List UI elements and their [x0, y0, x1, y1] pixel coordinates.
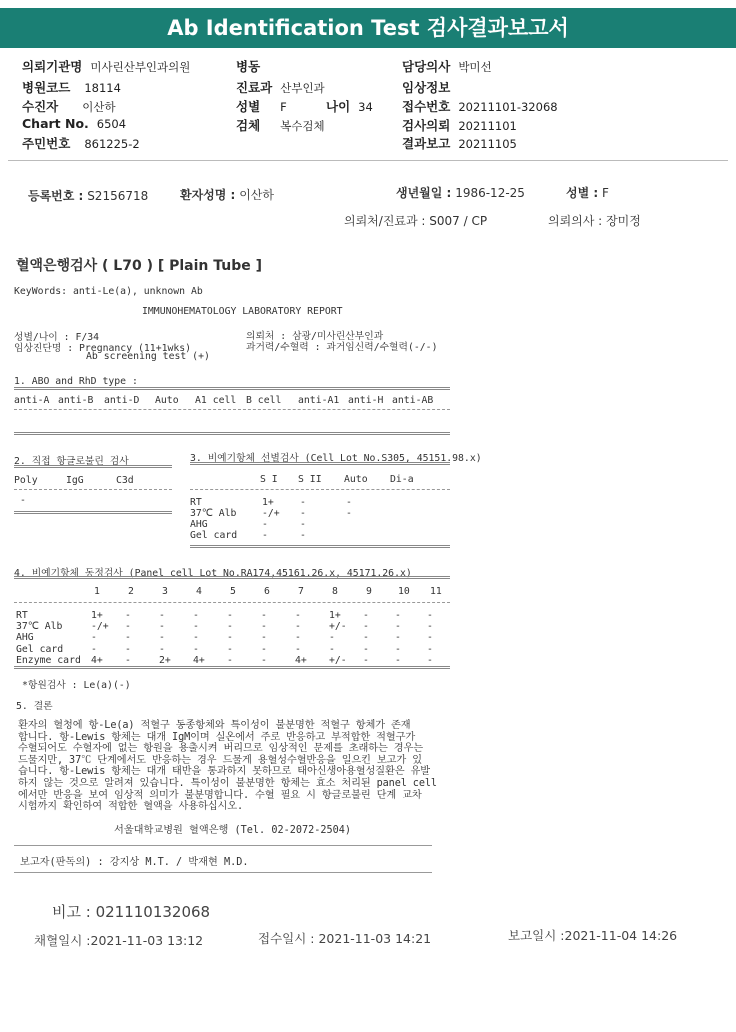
s3-column-header: Auto — [344, 474, 368, 485]
s1-column-header: B cell — [246, 395, 282, 406]
s4-cell: - — [427, 632, 433, 643]
s4-column-header: 7 — [298, 586, 304, 597]
s3-row-label: 37℃ Alb — [190, 508, 237, 519]
s4-cell: - — [159, 632, 165, 643]
s4-cell: - — [363, 655, 369, 666]
s2-value: - — [20, 495, 26, 506]
s1-column-header: anti-D — [104, 395, 140, 406]
header-field: 병동 — [236, 59, 261, 74]
s4-cell: - — [159, 621, 165, 632]
collect-time: 채혈일시 :2021-11-03 13:12 — [34, 933, 204, 948]
s4-column-header: 2 — [128, 586, 134, 597]
conclusion-line: 드물지만, 37℃ 단계에서도 반응하는 경우 드물게 용혈성수혈반응을 일으킨 보고가 있 — [18, 754, 422, 766]
header-field: 결과보고 20211105 — [402, 136, 517, 151]
s3-cell: 1+ — [262, 497, 274, 508]
s4-cell: - — [395, 644, 401, 655]
s1-column-header: anti-AB — [392, 395, 434, 406]
s4-row-label: 37℃ Alb — [16, 621, 63, 632]
patient-sex: 성별 : F — [566, 186, 609, 200]
s4-column-header: 4 — [196, 586, 202, 597]
s4-cell: - — [395, 610, 401, 621]
s1-column-header: anti-A1 — [298, 395, 340, 406]
conclusion-line: 환자의 혈청에 항-Le(a) 적혈구 동종항체와 특이성이 불분명한 적혈구 항체가 존재 — [18, 720, 411, 731]
header-field: 성별 F — [236, 99, 287, 114]
dash-line — [14, 489, 172, 490]
s4-column-header: 6 — [264, 586, 270, 597]
blood-bank: 서울대학교병원 혈액은행 (Tel. 02-2072-2504) — [114, 825, 352, 836]
s4-cell: - — [261, 621, 267, 632]
s1-title: 1. ABO and RhD type : — [14, 376, 138, 387]
s3-cell: - — [262, 519, 268, 530]
lab-title: IMMUNOHEMATOLOGY LABORATORY REPORT — [142, 306, 343, 317]
s1-column-header: anti-H — [348, 395, 384, 406]
line — [14, 845, 432, 846]
request-doctor: 의뢰의사 : 장미정 — [548, 214, 641, 228]
s3-cell: - — [346, 508, 352, 519]
report-title: Ab Identification Test 검사결과보고서 — [0, 8, 736, 48]
sex-age: 성별/나이 : F/34 — [14, 332, 100, 343]
double-line — [14, 465, 172, 468]
s4-cell: - — [363, 610, 369, 621]
s4-cell: - — [261, 644, 267, 655]
s3-cell: - — [300, 497, 306, 508]
s4-cell: - — [227, 655, 233, 666]
s4-column-header: 8 — [332, 586, 338, 597]
double-line — [190, 545, 450, 548]
patient-name: 환자성명 : 이산하 — [180, 188, 274, 202]
s4-cell: - — [329, 644, 335, 655]
dash-line — [14, 409, 450, 410]
s4-cell: 4+ — [295, 655, 307, 666]
s3-cell: - — [262, 530, 268, 541]
s4-column-header: 10 — [398, 586, 410, 597]
birth-date: 생년월일 : 1986-12-25 — [396, 186, 525, 200]
receive-time: 접수일시 : 2021-11-03 14:21 — [258, 931, 432, 946]
s4-cell: 2+ — [159, 655, 171, 666]
s4-cell: 1+ — [329, 610, 341, 621]
s4-cell: - — [395, 655, 401, 666]
double-line — [14, 511, 172, 514]
s4-cell: - — [295, 632, 301, 643]
s4-cell: - — [363, 621, 369, 632]
s4-cell: - — [295, 621, 301, 632]
header-field: 병원코드 18114 — [22, 80, 121, 95]
s1-column-header: Auto — [155, 395, 179, 406]
s4-cell: - — [395, 621, 401, 632]
s3-cell: -/+ — [262, 508, 280, 519]
section-title: 혈액은행검사 ( L70 ) [ Plain Tube ] — [16, 258, 263, 274]
s3-title: 3. 비예기항체 선별검사 (Cell Lot No.S305, 45151.98.x) — [190, 453, 482, 464]
s4-cell: +/- — [329, 655, 347, 666]
s4-cell: - — [227, 644, 233, 655]
s4-cell: - — [395, 632, 401, 643]
s4-column-header: 5 — [230, 586, 236, 597]
header-field: Chart No. 6504 — [22, 116, 127, 131]
diagnosis-1: 임상진단명 : Pregnancy (11+1wks) — [14, 343, 192, 354]
s4-title: 4. 비예기항체 동정검사 (Panel cell Lot No.RA174,45161.26.x, 45171.26.x) — [14, 568, 412, 579]
s3-row-label: RT — [190, 497, 202, 508]
double-line — [14, 576, 450, 579]
s4-column-header: 1 — [94, 586, 100, 597]
conclusion-line: 시험까지 확인하여 적합한 혈액을 사용하십시오. — [18, 801, 243, 813]
s4-cell: - — [427, 610, 433, 621]
s4-cell: - — [295, 644, 301, 655]
s4-cell: 1+ — [91, 610, 103, 621]
s4-cell: - — [193, 632, 199, 643]
s3-cell: - — [346, 497, 352, 508]
requester: 의뢰처 : 삼광/미사린산부인과 — [246, 331, 384, 342]
s5-title: 5. 결론 — [16, 701, 53, 712]
report-time: 보고일시 :2021-11-04 14:26 — [508, 928, 678, 943]
dash-line — [14, 602, 450, 603]
s4-column-header: 9 — [366, 586, 372, 597]
s4-cell: - — [125, 621, 131, 632]
s4-cell: - — [427, 655, 433, 666]
s4-cell: - — [261, 610, 267, 621]
s4-cell: 4+ — [91, 655, 103, 666]
s3-cell: - — [300, 519, 306, 530]
s4-cell: - — [427, 644, 433, 655]
s2-column-header: C3d — [116, 475, 134, 486]
s4-cell: - — [261, 655, 267, 666]
double-line — [14, 666, 450, 669]
history: 과거력/수혈력 : 과거임신력/수혈력(-/-) — [246, 342, 438, 353]
note: 비고 : 021110132068 — [52, 903, 211, 921]
conclusion-line: 수혈되어도 수혈자에 없는 항원을 용출시켜 버리므로 임상적인 문제를 초래하는 경우는 — [18, 743, 423, 755]
s4-cell: - — [91, 632, 97, 643]
s4-cell: - — [125, 644, 131, 655]
conclusion-line: 하지 않는 것으로 알려져 있습니다. 특이성이 불분명한 항체는 효소 처리된 panel cell — [18, 778, 437, 789]
s3-cell: - — [300, 508, 306, 519]
s2-title: 2. 직접 항글로불린 검사 — [14, 456, 129, 467]
header-field: 주민번호 861225-2 — [22, 136, 140, 151]
s4-row-label: Enzyme card — [16, 655, 81, 666]
s2-column-header: Poly — [14, 475, 38, 486]
s3-cell: - — [300, 530, 306, 541]
s4-cell: +/- — [329, 621, 347, 632]
s4-column-header: 3 — [162, 586, 168, 597]
s4-cell: - — [227, 610, 233, 621]
s4-cell: - — [159, 610, 165, 621]
conclusion-line: 습니다. 항-Lewis 항체는 대개 태반을 통과하지 못하므로 태아신생아용혈성질환은 유발 — [18, 766, 430, 778]
s4-cell: 4+ — [193, 655, 205, 666]
s4-cell: - — [193, 621, 199, 632]
s4-cell: - — [329, 632, 335, 643]
double-line — [190, 462, 450, 465]
s4-row-label: RT — [16, 610, 28, 621]
s2-column-header: IgG — [66, 475, 84, 486]
dash-line — [190, 489, 450, 490]
s4-cell: - — [125, 655, 131, 666]
s4-cell: - — [295, 610, 301, 621]
s4-cell: - — [91, 644, 97, 655]
s4-cell: - — [427, 621, 433, 632]
header-field: 검체 복수검체 — [236, 118, 325, 133]
s4-row-label: AHG — [16, 632, 34, 643]
s4-cell: - — [227, 621, 233, 632]
header-field: 담당의사 박미선 — [402, 59, 492, 74]
antigen-test: *항원검사 : Le(a)(-) — [22, 680, 131, 691]
header-field: 접수번호 20211101-32068 — [402, 99, 558, 114]
s1-column-header: A1 cell — [195, 395, 237, 406]
line — [14, 872, 432, 873]
reporter: 보고자(판독의) : 강지상 M.T. / 박재현 M.D. — [20, 857, 249, 868]
s3-column-header: Di-a — [390, 474, 414, 485]
reg-number: 등록번호 : S2156718 — [28, 189, 149, 203]
header-field: 임상정보 — [402, 80, 451, 95]
header-field: 검사의뢰 20211101 — [402, 118, 517, 133]
conclusion-line: 합니다. 항-Lewis 항체는 대개 IgM이며 실온에서 주로 반응하고 부적합한 적혈구가 — [18, 731, 416, 743]
conclusion-line: 에서만 반응을 보여 임상적 의미가 불분명합니다. 수혈 필요 시 항글로불린 단계 교차 — [18, 789, 422, 801]
header-field: 나이 34 — [326, 99, 373, 114]
double-line — [14, 387, 450, 390]
s4-cell: - — [193, 610, 199, 621]
double-line — [14, 432, 450, 435]
s3-column-header: S I — [260, 474, 278, 485]
request-dept: 의뢰처/진료과 : S007 / CP — [344, 214, 488, 228]
s4-cell: - — [363, 644, 369, 655]
s4-cell: - — [227, 632, 233, 643]
s4-cell: - — [125, 632, 131, 643]
s4-cell: - — [159, 644, 165, 655]
divider — [8, 160, 728, 161]
diagnosis-2: Ab screening test (+) — [86, 351, 210, 362]
header-field: 진료과 산부인과 — [236, 80, 325, 95]
s1-column-header: anti-A — [14, 395, 50, 406]
s1-column-header: anti-B — [58, 395, 94, 406]
s3-row-label: AHG — [190, 519, 208, 530]
s4-cell: -/+ — [91, 621, 109, 632]
s4-cell: - — [363, 632, 369, 643]
header-field: 의뢰기관명 미사린산부인과의원 — [22, 59, 191, 74]
s3-column-header: S II — [298, 474, 322, 485]
s4-cell: - — [193, 644, 199, 655]
header-field: 수진자 이산하 — [22, 99, 116, 114]
s4-column-header: 11 — [430, 586, 442, 597]
s3-row-label: Gel card — [190, 530, 238, 541]
s4-cell: - — [125, 610, 131, 621]
s4-cell: - — [261, 632, 267, 643]
s4-row-label: Gel card — [16, 644, 64, 655]
keywords: KeyWords: anti-Le(a), unknown Ab — [14, 286, 203, 297]
